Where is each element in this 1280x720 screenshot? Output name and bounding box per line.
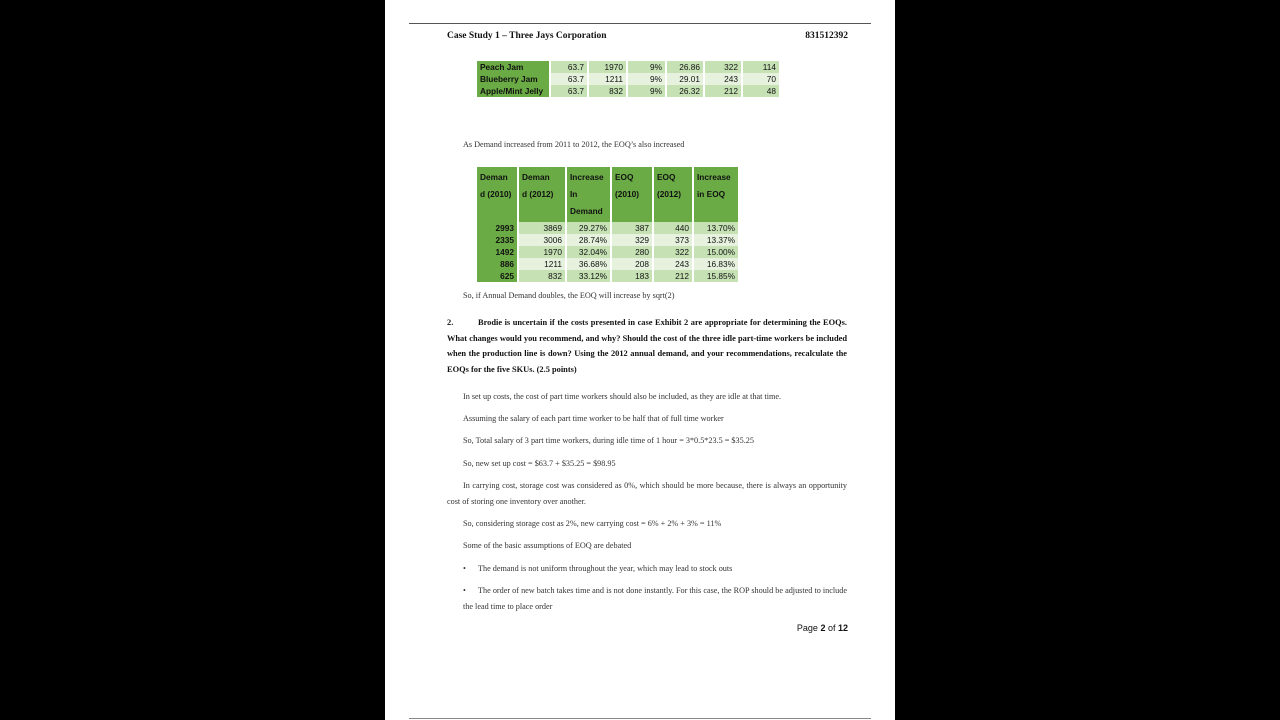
- answer-paragraph: Assuming the salary of each part time worker to be half that of full time worker: [463, 414, 724, 423]
- bullet-item: [463, 583, 847, 615]
- table-row: [477, 246, 738, 258]
- sku-name: Apple/Mint Jelly: [477, 85, 549, 97]
- cell: 886: [477, 258, 517, 270]
- cell: 32.04%: [567, 246, 610, 258]
- demand-eoq-table: [475, 167, 740, 282]
- cell: 63.7: [551, 61, 587, 73]
- cell: 322: [705, 61, 741, 73]
- paragraph-sqrt: So, if Annual Demand doubles, the EOQ will increase by sqrt(2): [463, 291, 675, 300]
- cell: 70: [743, 73, 779, 85]
- cell: 1970: [519, 246, 565, 258]
- cell: 2993: [477, 222, 517, 234]
- cell: 26.86: [667, 61, 703, 73]
- cell: 3006: [519, 234, 565, 246]
- cell: 832: [519, 270, 565, 282]
- header-id: 831512392: [805, 31, 848, 41]
- cell: 9%: [628, 61, 665, 73]
- cell: 1970: [589, 61, 626, 73]
- table-row: [477, 234, 738, 246]
- cell: 48: [743, 85, 779, 97]
- cell: 440: [654, 222, 692, 234]
- cell: 212: [654, 270, 692, 282]
- sku-name: Peach Jam: [477, 61, 549, 73]
- cell: 26.32: [667, 85, 703, 97]
- column-header: Deman d (2010): [477, 167, 517, 222]
- cell: 329: [612, 234, 652, 246]
- cell: 832: [589, 85, 626, 97]
- cell: 243: [705, 73, 741, 85]
- bullet-text: The demand is not uniform throughout the year, which may lead to stock outs: [478, 564, 733, 573]
- cell: 63.7: [551, 73, 587, 85]
- paragraph-demand-increase: As Demand increased from 2011 to 2012, the EOQ’s also increased: [463, 140, 685, 149]
- bullet-text: The order of new batch takes time and is not done instantly. For this case, the ROP should be adjusted to include the lead time to place order: [463, 586, 847, 611]
- footer-rule: [409, 718, 871, 719]
- question-number: 2.: [447, 318, 454, 327]
- table-row: [477, 73, 779, 85]
- sku-name: Blueberry Jam: [477, 73, 549, 85]
- table-row: [477, 85, 779, 97]
- cell: 13.37%: [694, 234, 738, 246]
- cell: 1211: [589, 73, 626, 85]
- bullet-icon: •: [463, 564, 466, 573]
- sku-cost-table: [475, 61, 781, 97]
- answer-paragraph: Some of the basic assumptions of EOQ are debated: [463, 541, 632, 550]
- table-row: [477, 258, 738, 270]
- cell: 63.7: [551, 85, 587, 97]
- table-row: [477, 222, 738, 234]
- cell: 33.12%: [567, 270, 610, 282]
- cell: 16.83%: [694, 258, 738, 270]
- cell: 28.74%: [567, 234, 610, 246]
- answer-paragraph: In carrying cost, storage cost was considered as 0%, which should be more because, there is always an opportunity cost of storing one inventory over another.: [447, 481, 847, 506]
- cell: 9%: [628, 85, 665, 97]
- cell: 36.68%: [567, 258, 610, 270]
- page-number: Page 2 of 12: [796, 623, 848, 633]
- cell: 15.85%: [694, 270, 738, 282]
- header-title: Case Study 1 – Three Jays Corporation: [447, 31, 607, 41]
- answer-paragraph: So, new set up cost = $63.7 + $35.25 = $98.95: [463, 459, 616, 468]
- table-header-row: [477, 167, 738, 222]
- cell: 373: [654, 234, 692, 246]
- column-header: EOQ (2012): [654, 167, 692, 222]
- bullet-item: [463, 561, 732, 577]
- cell: 280: [612, 246, 652, 258]
- answer-paragraph: In set up costs, the cost of part time workers should also be included, as they are idle at that time.: [463, 392, 782, 401]
- cell: 322: [654, 246, 692, 258]
- document-page: [385, 0, 895, 720]
- bullet-icon: •: [463, 586, 466, 595]
- cell: 2335: [477, 234, 517, 246]
- header-rule: [409, 23, 871, 24]
- column-header: Increase In Demand: [567, 167, 610, 222]
- question-2: [447, 315, 847, 377]
- cell: 13.70%: [694, 222, 738, 234]
- cell: 387: [612, 222, 652, 234]
- cell: 29.01: [667, 73, 703, 85]
- cell: 208: [612, 258, 652, 270]
- cell: 15.00%: [694, 246, 738, 258]
- table-row: [477, 270, 738, 282]
- answer-paragraph: So, considering storage cost as 2%, new carrying cost = 6% + 2% + 3% = 11%: [463, 519, 722, 528]
- cell: 9%: [628, 73, 665, 85]
- cell: 29.27%: [567, 222, 610, 234]
- cell: 1211: [519, 258, 565, 270]
- table-row: [477, 61, 779, 73]
- cell: 625: [477, 270, 517, 282]
- cell: 212: [705, 85, 741, 97]
- cell: 183: [612, 270, 652, 282]
- cell: 243: [654, 258, 692, 270]
- question-text: Brodie is uncertain if the costs presented in case Exhibit 2 are appropriate for determining the EOQs. What changes would you recommend, and why? Should the cost of the three idle part-time workers be included when the production line is down? Using the 2012 annual demand, and your recommendations, recalculate the EOQs for the five SKUs. (2.5 points): [447, 318, 847, 374]
- answer-paragraph: So, Total salary of 3 part time workers, during idle time of 1 hour = 3*0.5*23.5 = $35.25: [463, 436, 754, 445]
- cell: 1492: [477, 246, 517, 258]
- cell: 114: [743, 61, 779, 73]
- cell: 3869: [519, 222, 565, 234]
- column-header: EOQ (2010): [612, 167, 652, 222]
- column-header: Deman d (2012): [519, 167, 565, 222]
- column-header: Increase in EOQ: [694, 167, 738, 222]
